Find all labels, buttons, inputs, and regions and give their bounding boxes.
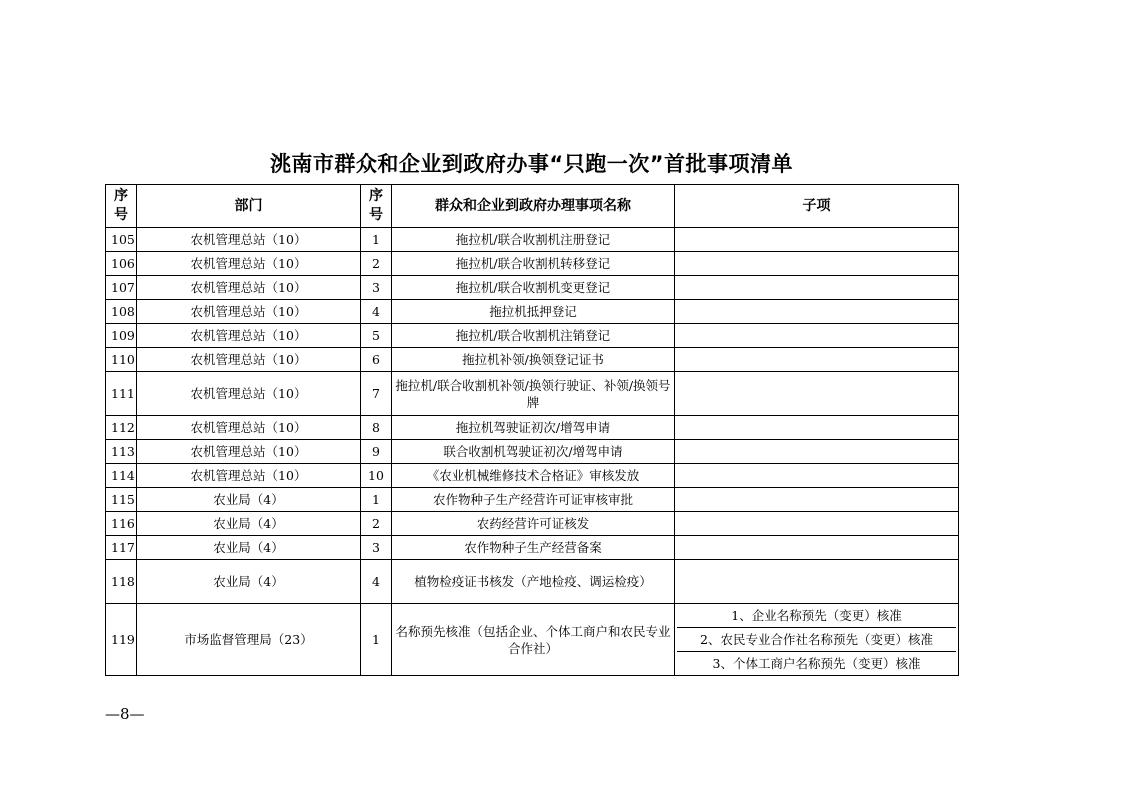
item-name-cell: 拖拉机/联合收割机变更登记: [392, 276, 675, 300]
table-row: [106, 512, 959, 536]
header-seq-a: 序 号: [106, 185, 137, 228]
sub-item: [677, 348, 956, 371]
table-row: [106, 488, 959, 512]
sub-item: [677, 324, 956, 347]
table-row: [106, 348, 959, 372]
department-cell: 农机管理总站（10）: [137, 416, 361, 440]
row-number: 5: [361, 324, 392, 348]
table-row: [106, 560, 959, 604]
row-index: 107: [106, 276, 137, 300]
department-cell: 农机管理总站（10）: [137, 276, 361, 300]
sub-item-cell: [675, 348, 959, 372]
table-row: [106, 324, 959, 348]
sub-item: 1、企业名称预先（变更）核准: [677, 604, 956, 628]
item-name-cell: 拖拉机抵押登记: [392, 300, 675, 324]
row-number: 9: [361, 440, 392, 464]
item-name-cell: 拖拉机/联合收割机转移登记: [392, 252, 675, 276]
row-index: 108: [106, 300, 137, 324]
sub-item-cell: [675, 276, 959, 300]
sub-item-cell: [675, 228, 959, 252]
row-number: 8: [361, 416, 392, 440]
table-row: [106, 604, 959, 676]
row-number: 1: [361, 228, 392, 252]
table-row: [106, 536, 959, 560]
row-index: 112: [106, 416, 137, 440]
sub-item-cell: [675, 300, 959, 324]
row-number: 2: [361, 252, 392, 276]
sub-item: 3、个体工商户名称预先（变更）核准: [712, 656, 921, 671]
page-number: —8—: [105, 705, 145, 723]
row-index: 106: [106, 252, 137, 276]
header-department: 部门: [137, 185, 361, 228]
department-cell: 农业局（4）: [137, 488, 361, 512]
sub-item-cell: [675, 440, 959, 464]
item-name-cell: 农作物种子生产经营备案: [392, 536, 675, 560]
item-name-cell: 农作物种子生产经营许可证审核审批: [392, 488, 675, 512]
item-name-cell: 拖拉机驾驶证初次/增驾申请: [392, 416, 675, 440]
sub-item: [677, 464, 956, 487]
department-cell: 农机管理总站（10）: [137, 440, 361, 464]
row-index: 110: [106, 348, 137, 372]
sub-item: [677, 488, 956, 511]
row-index: 111: [106, 372, 137, 416]
sub-item: [677, 440, 956, 463]
item-name-cell: 拖拉机/联合收割机补领/换领行驶证、补领/换领号牌: [392, 372, 675, 416]
row-number: 6: [361, 348, 392, 372]
department-cell: 农机管理总站（10）: [137, 348, 361, 372]
table-row: [106, 300, 959, 324]
row-index: 118: [106, 560, 137, 604]
sub-item-cell: [675, 604, 959, 676]
item-name-cell: 拖拉机/联合收割机注册登记: [392, 228, 675, 252]
table-row: [106, 464, 959, 488]
sub-item: [677, 570, 956, 593]
department-cell: 农机管理总站（10）: [137, 324, 361, 348]
item-name-cell: 拖拉机补领/换领登记证书: [392, 348, 675, 372]
sub-item-cell: [675, 252, 959, 276]
row-number: 10: [361, 464, 392, 488]
department-cell: 农机管理总站（10）: [137, 372, 361, 416]
item-name-cell: 《农业机械维修技术合格证》审核发放: [392, 464, 675, 488]
row-index: 115: [106, 488, 137, 512]
sub-item: [677, 276, 956, 299]
header-sub-item: 子项: [675, 185, 959, 228]
sub-item: [677, 228, 956, 251]
row-number: 1: [361, 488, 392, 512]
sub-item: [677, 300, 956, 323]
table-row: [106, 276, 959, 300]
sub-item: [677, 512, 956, 535]
table-row: [106, 440, 959, 464]
department-cell: 农机管理总站（10）: [137, 300, 361, 324]
row-index: 116: [106, 512, 137, 536]
row-index: 114: [106, 464, 137, 488]
department-cell: 农业局（4）: [137, 560, 361, 604]
row-index: 117: [106, 536, 137, 560]
department-cell: 农机管理总站（10）: [137, 252, 361, 276]
sub-item: [677, 382, 956, 405]
row-number: 3: [361, 276, 392, 300]
sub-item-cell: [675, 372, 959, 416]
row-number: 1: [361, 604, 392, 676]
item-name-cell: 植物检疫证书核发（产地检疫、调运检疫）: [392, 560, 675, 604]
row-number: 4: [361, 300, 392, 324]
row-index: 105: [106, 228, 137, 252]
item-name-cell: 联合收割机驾驶证初次/增驾申请: [392, 440, 675, 464]
item-name-cell: 名称预先核准（包括企业、个体工商户和农民专业合作社）: [392, 604, 675, 676]
department-cell: 农业局（4）: [137, 512, 361, 536]
sub-item-cell: [675, 512, 959, 536]
table-row: [106, 252, 959, 276]
header-item-name: 群众和企业到政府办理事项名称: [392, 185, 675, 228]
table-row: [106, 372, 959, 416]
table-header-row: [106, 185, 959, 228]
row-number: 4: [361, 560, 392, 604]
row-index: 109: [106, 324, 137, 348]
sub-item-cell: [675, 536, 959, 560]
row-number: 3: [361, 536, 392, 560]
table-row: [106, 416, 959, 440]
sub-item: [677, 536, 956, 559]
sub-item-cell: [675, 560, 959, 604]
item-name-cell: 农药经营许可证核发: [392, 512, 675, 536]
sub-item: [677, 252, 956, 275]
items-table: [105, 184, 959, 676]
row-number: 7: [361, 372, 392, 416]
department-cell: 市场监督管理局（23）: [137, 604, 361, 676]
item-name-cell: 拖拉机/联合收割机注销登记: [392, 324, 675, 348]
table-row: [106, 228, 959, 252]
header-seq-b: 序 号: [361, 185, 392, 228]
row-number: 2: [361, 512, 392, 536]
sub-item-cell: [675, 488, 959, 512]
sub-item: [677, 416, 956, 439]
department-cell: 农机管理总站（10）: [137, 228, 361, 252]
sub-item: 2、农民专业合作社名称预先（变更）核准: [677, 628, 956, 652]
department-cell: 农机管理总站（10）: [137, 464, 361, 488]
department-cell: 农业局（4）: [137, 536, 361, 560]
document-title: 洮南市群众和企业到政府办事“只跑一次”首批事项清单: [269, 152, 794, 176]
sub-item-cell: [675, 464, 959, 488]
row-index: 113: [106, 440, 137, 464]
sub-item-cell: [675, 416, 959, 440]
sub-item-cell: [675, 324, 959, 348]
row-index: 119: [106, 604, 137, 676]
